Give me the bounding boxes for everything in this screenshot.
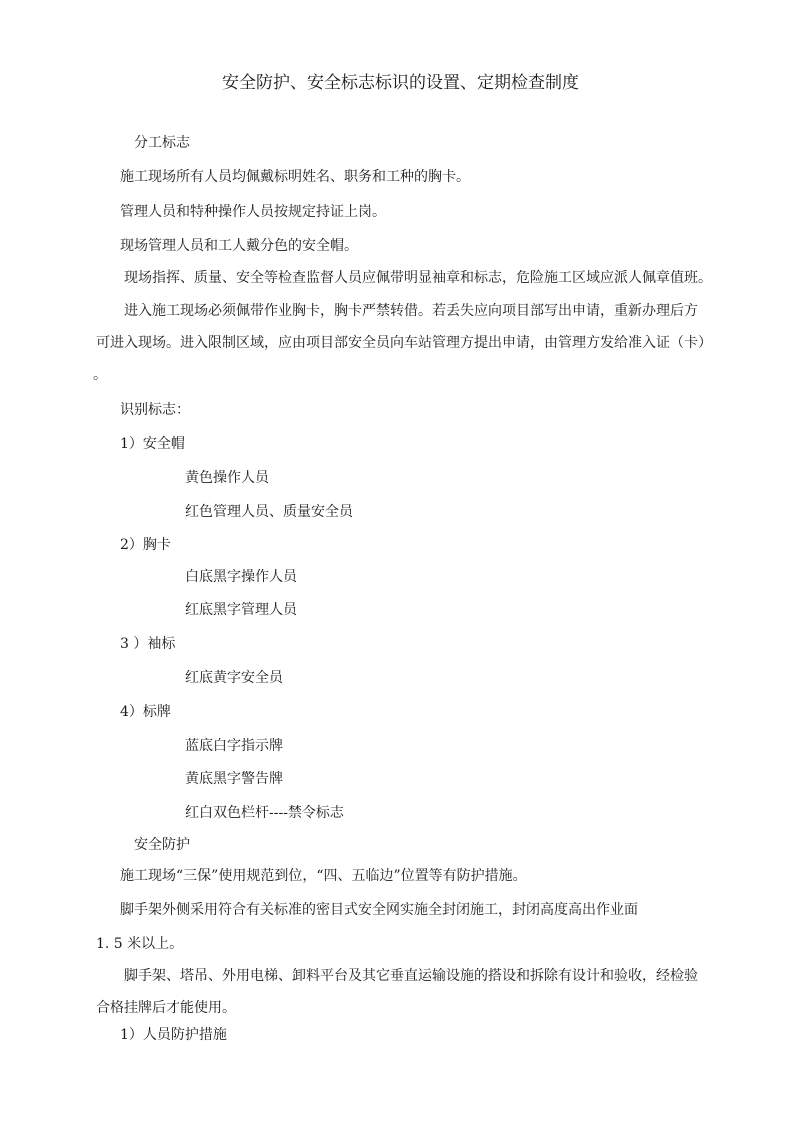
list-item: 2）胸卡	[120, 537, 171, 553]
list-item: 4）标牌	[120, 704, 171, 720]
paragraph: 合格挂牌后才能使用。	[96, 1000, 236, 1016]
paragraph: 施工现场所有人员均佩戴标明姓名、职务和工种的胸卡。	[120, 169, 470, 185]
list-subitem: 黄色操作人员	[185, 470, 269, 486]
paragraph: 现场指挥、质量、安全等检查监督人员应佩带明显袖章和标志，危险施工区域应派人佩章值班。	[124, 270, 712, 286]
paragraph: 可进入现场。进入限制区域，应由项目部安全员向车站管理方提出申请，由管理方发给准入证（卡）	[96, 335, 712, 351]
paragraph: 脚手架、塔吊、外用电梯、卸料平台及其它垂直运输设施的搭设和拆除有设计和验收，经检验	[124, 968, 698, 984]
list-item: 1）人员防护措施	[120, 1027, 227, 1043]
list-subitem: 红底黄字安全员	[185, 670, 283, 686]
list-item: 1）安全帽	[120, 436, 185, 452]
paragraph: 。	[93, 367, 107, 383]
section-heading-division-marks: 分工标志	[134, 135, 190, 151]
list-item: 3 ）袖标	[120, 636, 176, 652]
list-subitem: 白底黑字操作人员	[185, 569, 297, 585]
list-subitem: 红色管理人员、质量安全员	[185, 504, 353, 520]
paragraph: 管理人员和特种操作人员按规定持证上岗。	[120, 204, 386, 220]
paragraph: 进入施工现场必须佩带作业胸卡，胸卡严禁转借。若丢失应向项目部写出申请，重新办理后方	[124, 303, 698, 319]
list-subitem: 红底黑字管理人员	[185, 602, 297, 618]
paragraph: 1. 5 米以上。	[96, 936, 184, 952]
document-title: 安全防护、安全标志标识的设置、定期检查制度	[222, 73, 579, 93]
section-heading-identification: 识别标志：	[120, 402, 190, 418]
paragraph: 现场管理人员和工人戴分色的安全帽。	[120, 238, 358, 254]
paragraph: 施工现场“三保”使用规范到位，“四、五临边”位置等有防护措施。	[120, 868, 527, 884]
list-subitem: 蓝底白字指示牌	[185, 738, 283, 754]
list-subitem: 黄底黑字警告牌	[185, 771, 283, 787]
paragraph: 脚手架外侧采用符合有关标准的密目式安全网实施全封闭施工，封闭高度高出作业面	[120, 902, 638, 918]
section-heading-safety-protection: 安全防护	[134, 837, 190, 853]
list-subitem: 红白双色栏杆----禁令标志	[185, 805, 344, 821]
